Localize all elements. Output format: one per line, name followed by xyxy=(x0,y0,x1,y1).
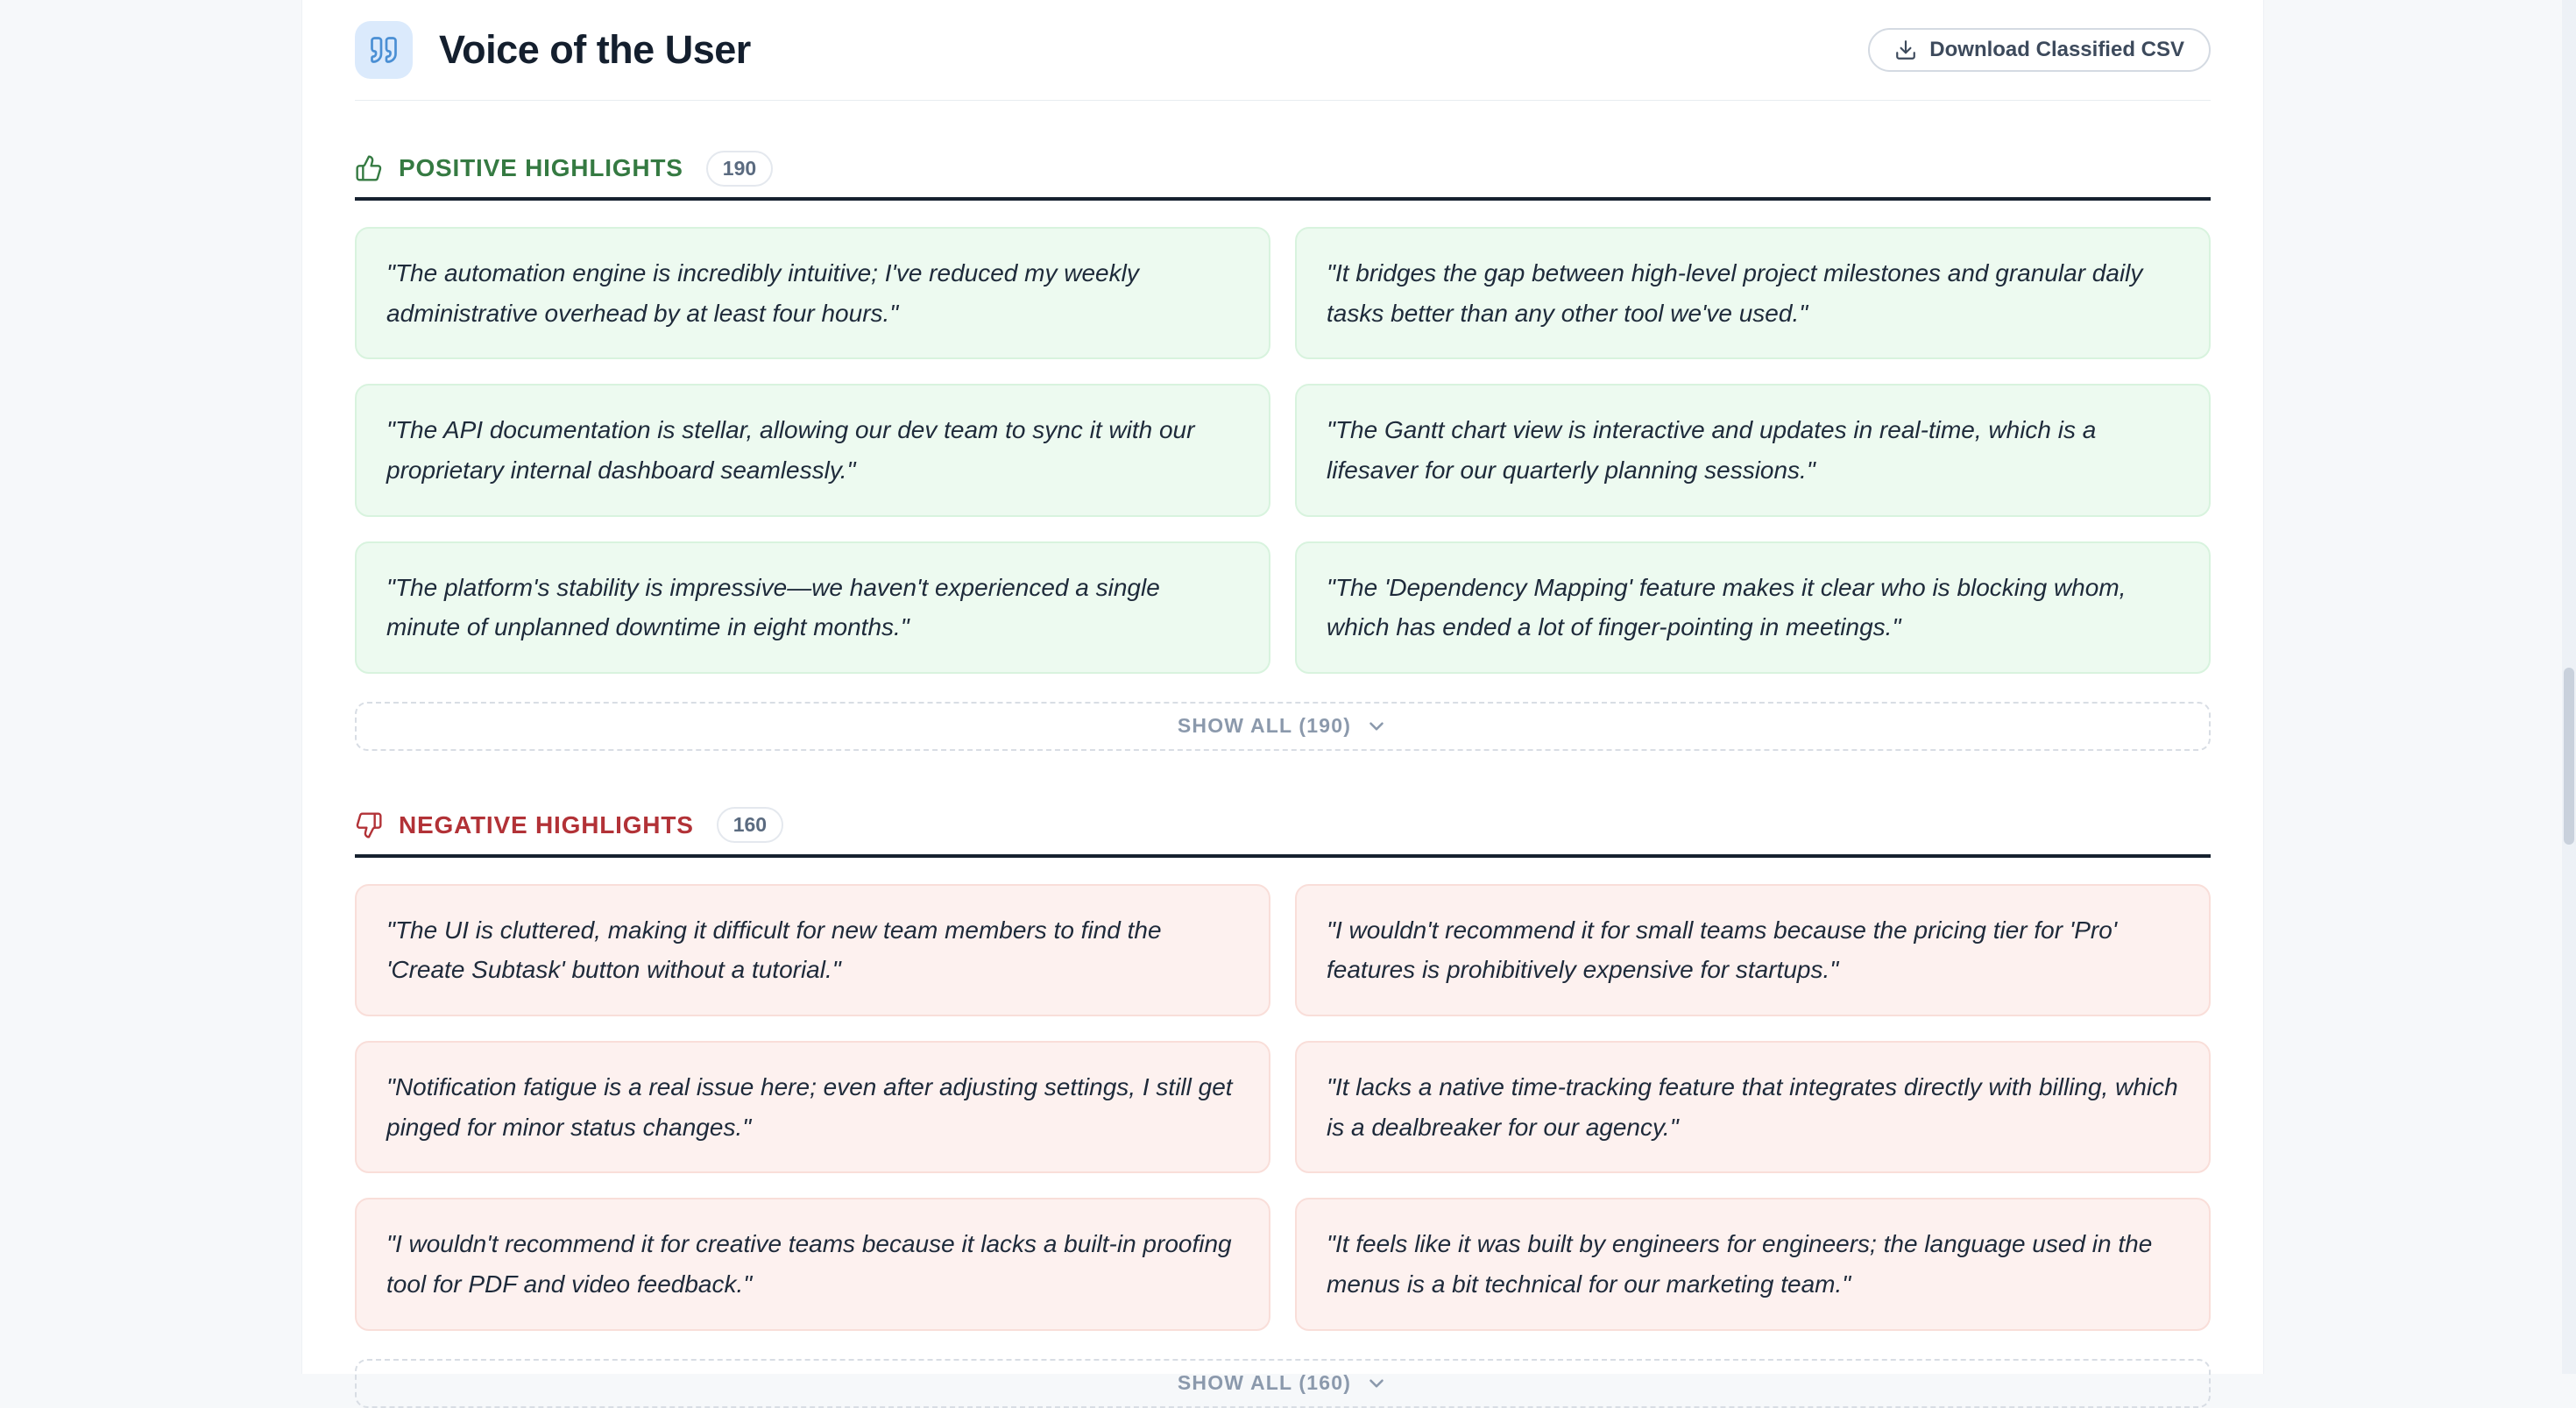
quote-icon-badge xyxy=(355,21,413,79)
positive-quote-card xyxy=(355,227,1270,359)
quote-text: "It lacks a native time-tracking feature that integrates directly with billing, which is a dealbreaker for our agency." xyxy=(1327,1067,2179,1147)
positive-section-rule xyxy=(355,197,2211,201)
chevron-down-icon xyxy=(1365,1372,1388,1395)
quote-text: "The API documentation is stellar, allowing our dev team to sync it with our proprietary internal dashboard seamlessly." xyxy=(386,410,1239,490)
quote-text: "The platform's stability is impressive—we haven't experienced a single minute of unplanned downtime in eight months." xyxy=(386,568,1239,647)
download-icon xyxy=(1894,39,1917,61)
voice-of-user-panel xyxy=(301,0,2264,1374)
show-all-negative-label: SHOW ALL (160) xyxy=(1178,1371,1351,1395)
positive-quote-card xyxy=(1295,227,2211,359)
negative-quotes-grid xyxy=(355,884,2211,1331)
download-classified-csv-button[interactable] xyxy=(1868,28,2211,72)
page-title: Voice of the User xyxy=(439,27,751,73)
negative-quote-card xyxy=(1295,1041,2211,1173)
positive-highlights-header xyxy=(355,148,2211,188)
quote-text: "I wouldn't recommend it for creative teams because it lacks a built-in proofing tool for PDF and video feedback." xyxy=(386,1224,1239,1304)
negative-quote-card xyxy=(355,1041,1270,1173)
quote-text: "The Gantt chart view is interactive and updates in real-time, which is a lifesaver for our quarterly planning sessions." xyxy=(1327,410,2179,490)
negative-quote-card xyxy=(1295,1198,2211,1330)
show-all-positive-button[interactable] xyxy=(355,702,2211,751)
quote-text: "It feels like it was built by engineers for engineers; the language used in the menus is a bit technical for our marketing team." xyxy=(1327,1224,2179,1304)
quote-text: "The UI is cluttered, making it difficult for new team members to find the 'Create Subtask' button without a tutorial." xyxy=(386,910,1239,990)
negative-quote-card xyxy=(355,1198,1270,1330)
quote-icon xyxy=(368,34,400,66)
section-header xyxy=(355,0,2211,86)
quote-text: "The automation engine is incredibly intuitive; I've reduced my weekly administrative overhead by at least four hours." xyxy=(386,253,1239,333)
thumbs-up-icon xyxy=(355,154,383,182)
page-scrollbar-thumb[interactable] xyxy=(2564,668,2574,845)
chevron-down-icon xyxy=(1365,715,1388,738)
positive-quote-card xyxy=(355,541,1270,674)
negative-quote-card xyxy=(1295,884,2211,1016)
quote-text: "Notification fatigue is a real issue here; even after adjusting settings, I still get pinged for minor status changes." xyxy=(386,1067,1239,1147)
quote-text: "I wouldn't recommend it for small teams because the pricing tier for 'Pro' features is prohibitively expensive for startups." xyxy=(1327,910,2179,990)
positive-quote-card xyxy=(1295,541,2211,674)
negative-section-rule xyxy=(355,854,2211,858)
show-all-negative-button[interactable] xyxy=(355,1359,2211,1408)
negative-highlights-header xyxy=(355,805,2211,846)
negative-highlights-label: NEGATIVE HIGHLIGHTS xyxy=(399,811,694,839)
download-button-label: Download Classified CSV xyxy=(1929,38,2184,62)
page-scrollbar-track[interactable] xyxy=(2562,0,2576,1374)
header-title-group xyxy=(355,21,751,79)
negative-count-badge: 160 xyxy=(717,807,783,843)
show-all-positive-label: SHOW ALL (190) xyxy=(1178,714,1351,738)
positive-highlights-label: POSITIVE HIGHLIGHTS xyxy=(399,154,683,182)
positive-count-badge: 190 xyxy=(706,151,773,187)
positive-quotes-grid xyxy=(355,227,2211,674)
positive-quote-card xyxy=(355,384,1270,516)
thumbs-down-icon xyxy=(355,811,383,839)
quote-text: "The 'Dependency Mapping' feature makes it clear who is blocking whom, which has ended a lot of finger-pointing in meetings." xyxy=(1327,568,2179,647)
quote-text: "It bridges the gap between high-level project milestones and granular daily tasks better than any other tool we've used." xyxy=(1327,253,2179,333)
header-divider xyxy=(355,100,2211,101)
positive-quote-card xyxy=(1295,384,2211,516)
negative-quote-card xyxy=(355,884,1270,1016)
